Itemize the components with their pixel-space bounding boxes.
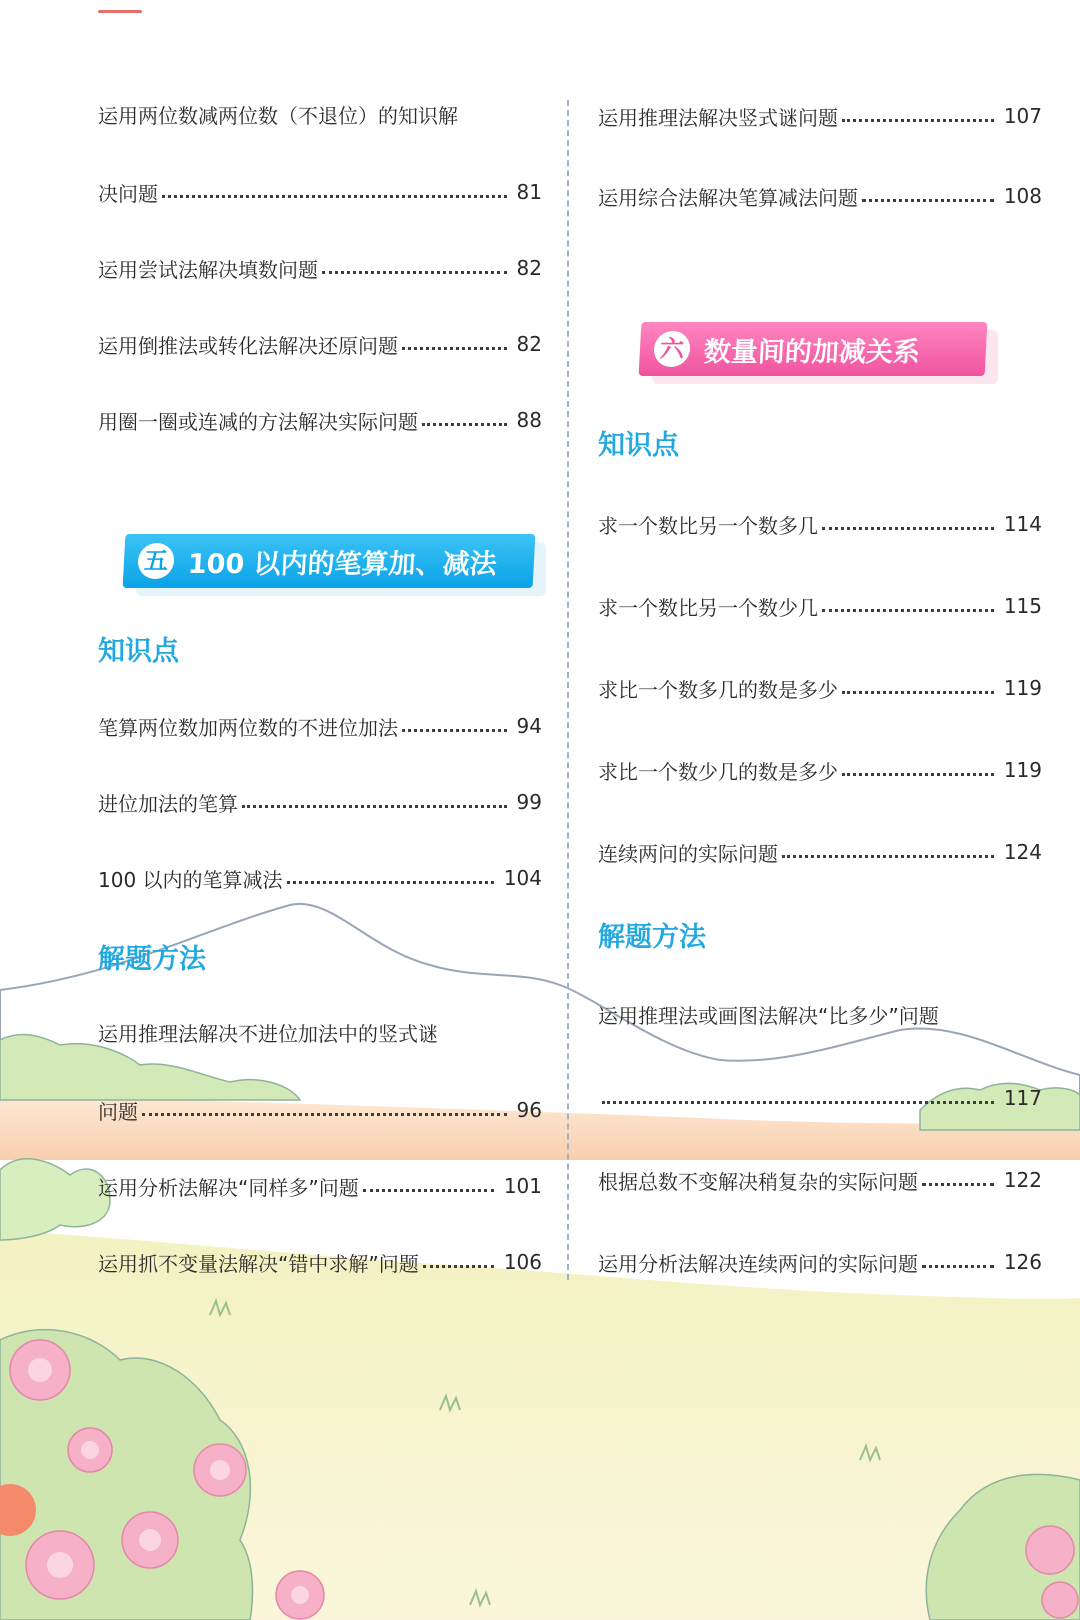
- page-number: 117: [1003, 1086, 1042, 1110]
- toc-entry[interactable]: [598, 96, 1042, 136]
- page-number: 101: [503, 1174, 542, 1198]
- dot-leader: [322, 271, 507, 274]
- toc-entry[interactable]: [98, 706, 542, 746]
- dot-leader: [862, 199, 994, 202]
- page-number: 114: [1003, 512, 1042, 536]
- chapter-number-badge: 六: [653, 331, 691, 367]
- dot-leader: [142, 1113, 507, 1116]
- toc-entry-title: 连续两问的实际问题: [598, 841, 778, 866]
- toc-entry[interactable]: [98, 858, 542, 898]
- toc-entry[interactable]: [98, 324, 542, 364]
- dot-leader: [422, 423, 507, 426]
- page-number: 82: [516, 332, 542, 356]
- toc-entry[interactable]: [98, 172, 542, 212]
- toc-entry[interactable]: [598, 832, 1042, 872]
- toc-entry-title: 决问题: [98, 181, 158, 206]
- dot-leader: [842, 119, 994, 122]
- page-number: 119: [1003, 676, 1042, 700]
- dot-leader: [922, 1183, 994, 1186]
- page-number: 108: [1003, 184, 1042, 208]
- toc-entry[interactable]: [598, 1078, 1042, 1118]
- toc-entry[interactable]: [98, 782, 542, 822]
- toc-entry-title: 求一个数比另一个数多几: [598, 513, 818, 538]
- knowledge-heading: 知识点: [98, 636, 179, 667]
- toc-entry-line1: [98, 1014, 528, 1054]
- dot-leader: [363, 1189, 494, 1192]
- dot-leader: [602, 1101, 994, 1104]
- toc-entry-title: 求比一个数少几的数是多少: [598, 759, 838, 784]
- dot-leader: [242, 805, 507, 808]
- dot-leader: [922, 1265, 994, 1268]
- toc-entry[interactable]: [598, 176, 1042, 216]
- toc-entry-title: 笔算两位数加两位数的不进位加法: [98, 715, 398, 740]
- dot-leader: [423, 1265, 494, 1268]
- toc-entry-title: 求一个数比另一个数少几: [598, 595, 818, 620]
- dot-leader: [822, 527, 994, 530]
- dot-leader: [822, 609, 994, 612]
- toc-entry-line1: [598, 996, 1042, 1036]
- dot-leader: [402, 347, 507, 350]
- methods-heading: 解题方法: [98, 944, 206, 975]
- knowledge-heading: 知识点: [598, 430, 679, 461]
- toc-entry-title: 用圈一圈或连减的方法解决实际问题: [98, 409, 418, 434]
- page-number: 126: [1003, 1250, 1042, 1274]
- toc-entry-title-line1: 运用推理法或画图法解决“比多少”问题: [598, 1004, 939, 1028]
- toc-entry[interactable]: [98, 248, 542, 288]
- chapter-title: 数量间的加减关系: [703, 336, 921, 368]
- page-number: 82: [516, 256, 542, 280]
- page-number: 107: [1003, 104, 1042, 128]
- page-number: 99: [516, 790, 542, 814]
- page-number: 115: [1003, 594, 1042, 618]
- page-number: 94: [516, 714, 542, 738]
- toc-entry-title: 运用推理法解决竖式谜问题: [598, 105, 838, 130]
- toc-entry[interactable]: [98, 400, 542, 440]
- chapter-banner-5: [124, 534, 534, 588]
- toc-entry[interactable]: [598, 586, 1042, 626]
- toc-entry[interactable]: [598, 668, 1042, 708]
- chapter-title: 100 以内的笔算加、减法: [187, 548, 498, 580]
- page-number: 104: [503, 866, 542, 890]
- toc-entry-title: 运用综合法解决笔算减法问题: [598, 185, 858, 210]
- chapter-number-badge: 五: [137, 543, 175, 579]
- dot-leader: [842, 691, 994, 694]
- toc-entry-title: 运用尝试法解决填数问题: [98, 257, 318, 282]
- methods-heading: 解题方法: [598, 922, 706, 953]
- page-number: 81: [516, 180, 542, 204]
- toc-entry[interactable]: [598, 1242, 1042, 1282]
- dot-leader: [162, 195, 507, 198]
- toc-entry-title-line1: 运用两位数减两位数（不退位）的知识解: [98, 104, 458, 128]
- chapter-banner-6: [640, 322, 986, 376]
- page-number: 119: [1003, 758, 1042, 782]
- dot-leader: [782, 855, 994, 858]
- toc-entry-title: 运用分析法解决连续两问的实际问题: [598, 1251, 918, 1276]
- page-number: 124: [1003, 840, 1042, 864]
- top-accent-mark: [98, 10, 142, 13]
- dot-leader: [287, 881, 494, 884]
- toc-entry-title: 根据总数不变解决稍复杂的实际问题: [598, 1169, 918, 1194]
- toc-entry[interactable]: [98, 1090, 542, 1130]
- toc-entry[interactable]: [598, 504, 1042, 544]
- toc-entry-title: 运用分析法解决“同样多”问题: [98, 1175, 359, 1200]
- page-number: 106: [503, 1250, 542, 1274]
- toc-entry-title: 进位加法的笔算: [98, 791, 238, 816]
- dot-leader: [402, 729, 507, 732]
- toc-entry-title: 求比一个数多几的数是多少: [598, 677, 838, 702]
- page-number: 122: [1003, 1168, 1042, 1192]
- page-number: 88: [516, 408, 542, 432]
- toc-entry-title-line1: 运用推理法解决不进位加法中的竖式谜: [98, 1022, 438, 1046]
- toc-entry[interactable]: [598, 1160, 1042, 1200]
- column-divider: [567, 100, 569, 1280]
- toc-entry-line1: [98, 96, 528, 136]
- toc-entry[interactable]: [598, 750, 1042, 790]
- toc-entry-title: 100 以内的笔算减法: [98, 867, 283, 892]
- page-number: 96: [516, 1098, 542, 1122]
- toc-entry-title: 运用倒推法或转化法解决还原问题: [98, 333, 398, 358]
- toc-entry-title: 问题: [98, 1099, 138, 1124]
- toc-entry[interactable]: [98, 1242, 542, 1282]
- toc-entry[interactable]: [98, 1166, 542, 1206]
- toc-entry-title: 运用抓不变量法解决“错中求解”问题: [98, 1251, 419, 1276]
- dot-leader: [842, 773, 994, 776]
